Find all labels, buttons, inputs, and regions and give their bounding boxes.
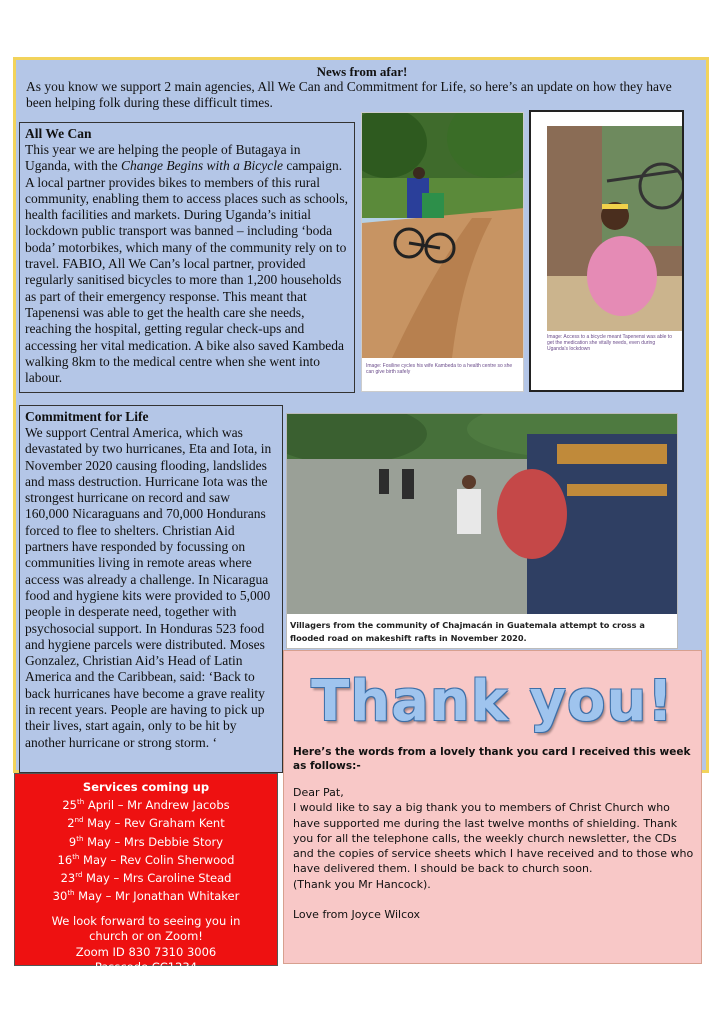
thank-you-letter (293, 785, 698, 922)
flood-image (287, 414, 678, 614)
commitment-heading: Commitment for Life (25, 409, 149, 424)
service-item: 25th April – Mr Andrew Jacobs (62, 798, 230, 813)
cycling-image (362, 113, 524, 358)
cycling-photo (361, 112, 524, 392)
service-item: 16th May – Rev Colin Sherwood (57, 852, 235, 867)
campaign-name: Change Begins with a Bicycle (120, 158, 283, 174)
services-title: Services coming up (82, 780, 210, 794)
service-item: 9th May – Mrs Debbie Story (68, 834, 224, 849)
letter-signoff: Love from Joyce Wilcox (293, 908, 421, 922)
services-list (15, 795, 277, 904)
woman-photo-caption: Image: Access to a bicycle meant Tapenensi was able to get the medication she vitally needs, even during Uganda's lockdown (547, 334, 672, 352)
commitment-box (19, 405, 283, 773)
news-intro: As you know we support 2 main agencies, All We Can and Commitment for Life, so here’s an update on how they have been helping folk during these difficult times. (26, 79, 672, 110)
flood-photo (286, 413, 678, 649)
zoom-passcode: Passcode CC1234 (94, 959, 198, 974)
services-footer-line1: We look forward to seeing you in (51, 914, 241, 929)
commitment-text: We support Central America, which was devastated by two hurricanes, Eta and Iota, in November 2020 causing flooding, landslides and mass destruction. Hurricane Iota was the strongest hurricane on record and saw 160,000 Nicaraguans and 70,000 Hondurans forced to flee to shelters. Christian Aid partners have responded by focussing on communities living in remote areas where access was already a challenge. In Nicaragua food and hygiene kits were provided to 5,000 people in desperate need, together with psychosocial support. In Honduras 523 food and hygiene parcels were distributed. Moses Gonzalez, Christian Aid’s Head of Latin America and the Caribbean, said: ‘Back to back hurricanes have become a grave reality in recent years. People are having to pick up their lives, start again, only to be hit by another hurricane or strong storm. ‘ (25, 425, 272, 750)
all-we-can-box (19, 122, 355, 393)
services-panel (14, 773, 278, 974)
thank-you-panel (283, 650, 702, 964)
letter-aside: (Thank you Mr Hancock). (293, 877, 431, 891)
woman-bicycle-photo (529, 110, 684, 392)
service-item: 2nd May – Rev Graham Kent (67, 816, 225, 831)
all-we-can-heading: All We Can (25, 126, 92, 141)
service-item: 23rd May – Mrs Caroline Stead (60, 870, 232, 885)
cycling-photo-caption: Image: Fosiline cycles his wife Kambeda to a health centre so she can give birth safely (366, 363, 513, 375)
letter-greeting: Dear Pat, (293, 786, 344, 799)
woman-image (547, 126, 684, 331)
news-title: News from afar! (316, 64, 408, 79)
letter-body: I would like to say a big thank you to members of Christ Church who have supported me during the last twelve months of shielding. Thank you for all the telephone calls, the weekly church newsletter, the CDs and the copies of service sheets which I have received and to those who have delivered them. I should be back to church soon. (293, 801, 694, 876)
zoom-id: Zoom ID 830 7310 3006 (75, 944, 217, 959)
flood-photo-caption: Villagers from the community of Chajmacán in Guatemala attempt to cross a flooded road on makeshift rafts in November 2020. (290, 620, 645, 643)
thank-you-heading: Thank you! (311, 669, 674, 734)
thank-you-lead: Here’s the words from a lovely thank you card I received this week as follows:- (293, 746, 691, 772)
services-footer-line2: church or on Zoom! (89, 929, 203, 944)
service-item: 30th May – Mr Jonathan Whitaker (52, 888, 240, 903)
all-we-can-text: This year we are helping the people of Butagaya in Uganda, with the Change Begins with a Bicycle campaign. A local partner provides bikes to members of this rural community, enabling them to access places such as schools, health facilities and markets. During Uganda’s initial lockdown public transport was banned – including ‘boda boda’ motorbikes, which many of the community rely on to travel. FABIO, All We Can’s local partner, provided regularly sanitised bicycles to more than 1,200 households as part of their emergency response. This meant that Tapenensi was able to get the health care she needs, reaching the hospital, getting regular check-ups and accessing her vital medication. A bike also saved Kambeda walking 8km to the medical centre when she went into labour. (25, 142, 349, 386)
